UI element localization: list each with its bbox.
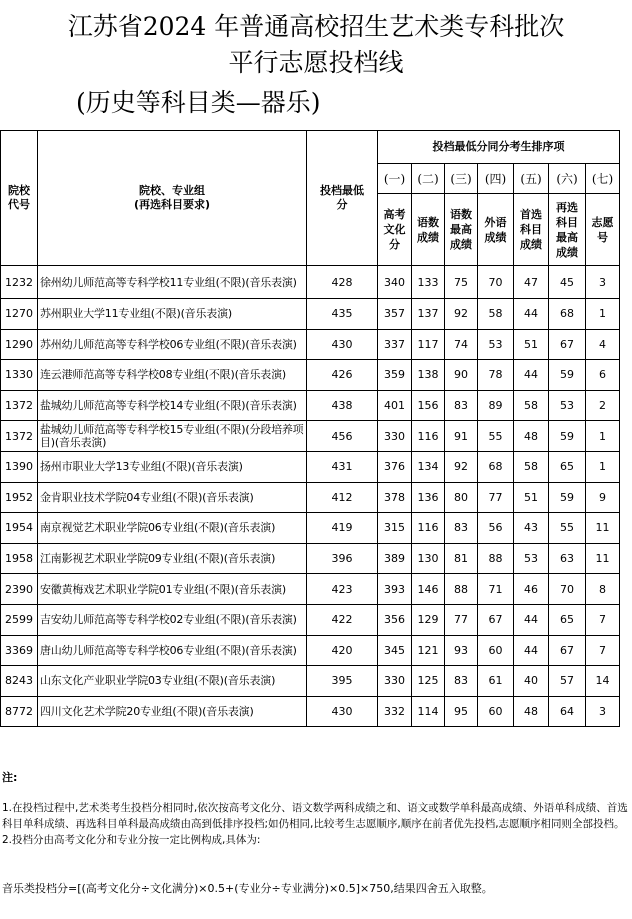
row-value: 75: [445, 266, 478, 299]
row-value: 48: [514, 696, 549, 727]
row-value: 88: [445, 574, 478, 605]
row-value: 129: [412, 604, 445, 635]
row-value: 14: [586, 666, 620, 697]
row-value: 116: [412, 513, 445, 544]
row-value: 53: [549, 390, 586, 421]
row-value: 44: [514, 299, 549, 330]
header-min-score: 投档最低分: [307, 131, 378, 266]
row-value: 44: [514, 360, 549, 391]
row-value: 57: [549, 666, 586, 697]
row-name: 盐城幼儿师范高等专科学校15专业组(不限)(分段培养项目)(音乐表演): [38, 421, 307, 452]
header-col-label: 语数成绩: [412, 194, 445, 266]
header-col-label: 再选科目最高成绩: [549, 194, 586, 266]
row-value: 376: [378, 451, 412, 482]
row-min-score: 420: [307, 635, 378, 666]
row-code: 2599: [1, 604, 38, 635]
row-value: 40: [514, 666, 549, 697]
row-code: 1270: [1, 299, 38, 330]
row-min-score: 435: [307, 299, 378, 330]
row-value: 114: [412, 696, 445, 727]
table-row: [1, 666, 620, 697]
row-value: 83: [445, 390, 478, 421]
table-row: [1, 574, 620, 605]
row-value: 156: [412, 390, 445, 421]
row-min-score: 456: [307, 421, 378, 452]
row-value: 3: [586, 266, 620, 299]
row-value: 67: [478, 604, 514, 635]
row-min-score: 422: [307, 604, 378, 635]
row-value: 345: [378, 635, 412, 666]
row-value: 332: [378, 696, 412, 727]
row-value: 121: [412, 635, 445, 666]
row-value: 356: [378, 604, 412, 635]
row-name: 徐州幼儿师范高等专科学校11专业组(不限)(音乐表演): [38, 266, 307, 299]
header-col-num: (一): [378, 164, 412, 194]
row-value: 330: [378, 666, 412, 697]
row-value: 58: [478, 299, 514, 330]
row-value: 83: [445, 666, 478, 697]
row-name: 盐城幼儿师范高等专科学校14专业组(不限)(音乐表演): [38, 390, 307, 421]
row-value: 70: [478, 266, 514, 299]
row-value: 90: [445, 360, 478, 391]
row-value: 67: [549, 635, 586, 666]
row-value: 58: [514, 390, 549, 421]
row-value: 44: [514, 635, 549, 666]
row-code: 1954: [1, 513, 38, 544]
row-value: 59: [549, 421, 586, 452]
row-value: 359: [378, 360, 412, 391]
row-value: 67: [549, 329, 586, 360]
row-value: 70: [549, 574, 586, 605]
row-value: 389: [378, 543, 412, 574]
row-value: 117: [412, 329, 445, 360]
row-value: 1: [586, 421, 620, 452]
header-col-num: (二): [412, 164, 445, 194]
row-name: 四川文化艺术学院20专业组(不限)(音乐表演): [38, 696, 307, 727]
row-value: 401: [378, 390, 412, 421]
row-name: 江南影视艺术职业学院09专业组(不限)(音乐表演): [38, 543, 307, 574]
row-min-score: 426: [307, 360, 378, 391]
row-value: 92: [445, 451, 478, 482]
page-subtitle: (历史等科目类—器乐): [76, 88, 321, 117]
row-value: 1: [586, 451, 620, 482]
row-min-score: 423: [307, 574, 378, 605]
row-value: 136: [412, 482, 445, 513]
row-value: 125: [412, 666, 445, 697]
row-value: 393: [378, 574, 412, 605]
row-value: 134: [412, 451, 445, 482]
row-code: 1390: [1, 451, 38, 482]
header-col-num: (三): [445, 164, 478, 194]
row-value: 46: [514, 574, 549, 605]
row-code: 3369: [1, 635, 38, 666]
row-value: 55: [549, 513, 586, 544]
row-value: 63: [549, 543, 586, 574]
row-value: 337: [378, 329, 412, 360]
row-value: 83: [445, 513, 478, 544]
row-value: 65: [549, 604, 586, 635]
row-value: 47: [514, 266, 549, 299]
row-name: 苏州职业大学11专业组(不限)(音乐表演): [38, 299, 307, 330]
header-col-num: (七): [586, 164, 620, 194]
header-name: 院校、专业组 (再选科目要求): [38, 131, 307, 266]
row-code: 1952: [1, 482, 38, 513]
row-value: 3: [586, 696, 620, 727]
page-title-line1: 江苏省2024 年普通高校招生艺术类专科批次: [67, 12, 565, 41]
row-value: 95: [445, 696, 478, 727]
row-min-score: 412: [307, 482, 378, 513]
header-col-num: (六): [549, 164, 586, 194]
row-value: 80: [445, 482, 478, 513]
row-code: 1372: [1, 390, 38, 421]
row-value: 137: [412, 299, 445, 330]
row-value: 146: [412, 574, 445, 605]
header-col-num: (五): [514, 164, 549, 194]
row-name: 金肯职业技术学院04专业组(不限)(音乐表演): [38, 482, 307, 513]
header-name-sub: (再选科目要求): [133, 198, 211, 211]
row-name: 吉安幼儿师范高等专科学校02专业组(不限)(音乐表演): [38, 604, 307, 635]
row-value: 11: [586, 513, 620, 544]
row-value: 48: [514, 421, 549, 452]
row-code: 8772: [1, 696, 38, 727]
notes-heading: 注:: [2, 771, 18, 784]
row-value: 51: [514, 482, 549, 513]
row-name: 扬州市职业大学13专业组(不限)(音乐表演): [38, 451, 307, 482]
row-min-score: 419: [307, 513, 378, 544]
row-code: 1330: [1, 360, 38, 391]
row-value: 7: [586, 635, 620, 666]
row-value: 77: [445, 604, 478, 635]
row-value: 88: [478, 543, 514, 574]
header-col-label: 外语成绩: [478, 194, 514, 266]
row-code: 1372: [1, 421, 38, 452]
row-name: 苏州幼儿师范高等专科学校06专业组(不限)(音乐表演): [38, 329, 307, 360]
row-value: 8: [586, 574, 620, 605]
row-value: 4: [586, 329, 620, 360]
row-value: 77: [478, 482, 514, 513]
row-code: 1958: [1, 543, 38, 574]
note-item-2: 2.投档分由高考文化分和专业分按一定比例构成,具体为:: [2, 834, 261, 846]
row-value: 130: [412, 543, 445, 574]
row-value: 60: [478, 635, 514, 666]
row-value: 357: [378, 299, 412, 330]
header-tie-group: 投档最低分同分考生排序项: [378, 131, 620, 164]
row-name: 南京视觉艺术职业学院06专业组(不限)(音乐表演): [38, 513, 307, 544]
table-row: [1, 604, 620, 635]
row-value: 7: [586, 604, 620, 635]
row-value: 55: [478, 421, 514, 452]
note-formula: 音乐类投档分=[(高考文化分÷文化满分)×0.5+(专业分÷专业满分)×0.5]×750,结果四舍五入取整。: [2, 882, 493, 895]
table-row: [1, 543, 620, 574]
row-value: 51: [514, 329, 549, 360]
row-value: 116: [412, 421, 445, 452]
row-value: 11: [586, 543, 620, 574]
row-value: 58: [514, 451, 549, 482]
notes: [2, 770, 630, 848]
row-value: 81: [445, 543, 478, 574]
row-value: 93: [445, 635, 478, 666]
row-value: 92: [445, 299, 478, 330]
row-min-score: 428: [307, 266, 378, 299]
row-code: 8243: [1, 666, 38, 697]
header-col-label: 首选科目成绩: [514, 194, 549, 266]
row-min-score: 431: [307, 451, 378, 482]
table-row: [1, 696, 620, 727]
row-value: 1: [586, 299, 620, 330]
table-row: [1, 635, 620, 666]
row-value: 89: [478, 390, 514, 421]
table-row: [1, 451, 620, 482]
row-value: 378: [378, 482, 412, 513]
row-value: 133: [412, 266, 445, 299]
row-code: 1232: [1, 266, 38, 299]
row-value: 9: [586, 482, 620, 513]
header-col-label: 志愿号: [586, 194, 620, 266]
row-value: 2: [586, 390, 620, 421]
row-name: 山东文化产业职业学院03专业组(不限)(音乐表演): [38, 666, 307, 697]
row-value: 91: [445, 421, 478, 452]
row-code: 1290: [1, 329, 38, 360]
table-row: [1, 329, 620, 360]
row-value: 138: [412, 360, 445, 391]
row-value: 56: [478, 513, 514, 544]
row-value: 315: [378, 513, 412, 544]
header-col-label: 语数最高成绩: [445, 194, 478, 266]
row-value: 71: [478, 574, 514, 605]
row-value: 74: [445, 329, 478, 360]
table-row: [1, 482, 620, 513]
row-value: 59: [549, 482, 586, 513]
row-value: 53: [514, 543, 549, 574]
row-value: 78: [478, 360, 514, 391]
row-value: 68: [549, 299, 586, 330]
row-value: 6: [586, 360, 620, 391]
row-name: 唐山幼儿师范高等专科学校06专业组(不限)(音乐表演): [38, 635, 307, 666]
row-min-score: 430: [307, 329, 378, 360]
table-row: [1, 266, 620, 299]
row-min-score: 438: [307, 390, 378, 421]
header-col-num: (四): [478, 164, 514, 194]
row-value: 44: [514, 604, 549, 635]
table-row: [1, 299, 620, 330]
row-value: 59: [549, 360, 586, 391]
row-value: 64: [549, 696, 586, 727]
table-row: [1, 513, 620, 544]
header-col-label: 高考文化分: [378, 194, 412, 266]
row-value: 61: [478, 666, 514, 697]
row-value: 53: [478, 329, 514, 360]
row-min-score: 396: [307, 543, 378, 574]
row-value: 65: [549, 451, 586, 482]
row-value: 45: [549, 266, 586, 299]
row-min-score: 395: [307, 666, 378, 697]
page-title-line2: 平行志愿投档线: [228, 48, 404, 77]
row-name: 安徽黄梅戏艺术职业学院01专业组(不限)(音乐表演): [38, 574, 307, 605]
table-row: [1, 390, 620, 421]
note-item-1: 1.在投档过程中,艺术类考生投档分相同时,依次按高考文化分、语文数学两科成绩之和、语文或数学单科最高成绩、外语单科成绩、首选科目单科成绩、再选科目单科最高成绩由高到低排序投档;如仍相同,比较考生志愿顺序,顺序在前者优先投档,志愿顺序相同则全部投档。: [2, 802, 628, 830]
row-code: 2390: [1, 574, 38, 605]
row-name: 连云港师范高等专科学校08专业组(不限)(音乐表演): [38, 360, 307, 391]
row-min-score: 430: [307, 696, 378, 727]
row-value: 68: [478, 451, 514, 482]
table-row: [1, 360, 620, 391]
row-value: 340: [378, 266, 412, 299]
header-code: 院校代号: [1, 131, 38, 266]
row-value: 60: [478, 696, 514, 727]
row-value: 43: [514, 513, 549, 544]
score-table: [0, 130, 620, 727]
table-row: [1, 421, 620, 452]
row-value: 330: [378, 421, 412, 452]
